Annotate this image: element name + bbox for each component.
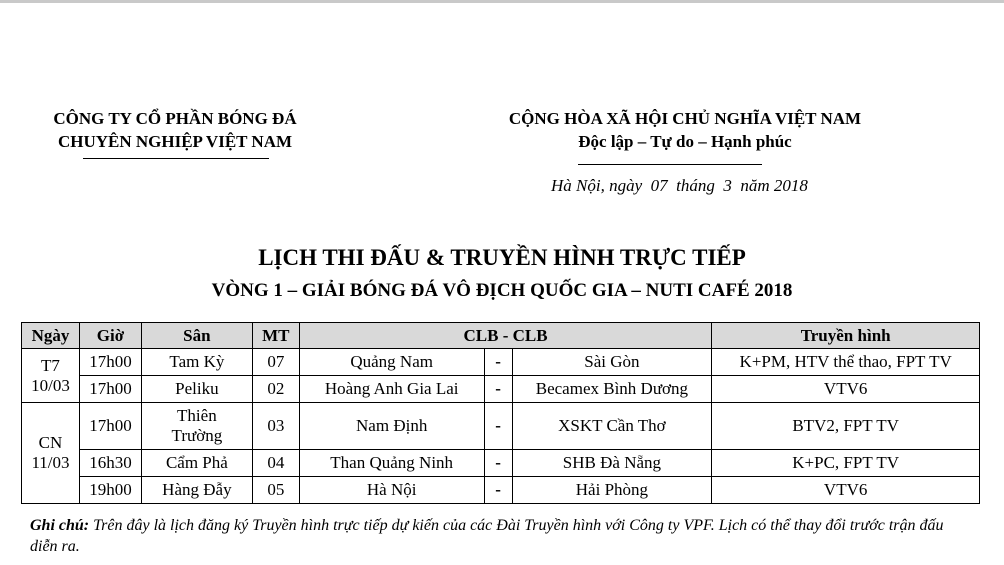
national-title: CỘNG HÒA XÃ HỘI CHỦ NGHĨA VIỆT NAM xyxy=(508,109,862,128)
header-match-no: MT xyxy=(252,323,299,349)
tv-cell: BTV2, FPT TV xyxy=(712,403,980,450)
match-no-cell: 03 xyxy=(252,403,299,450)
footnote-label: Ghi chú: xyxy=(30,517,90,534)
separator-cell: - xyxy=(484,403,512,450)
away-club-cell: SHB Đà Nẵng xyxy=(512,450,712,477)
table-row xyxy=(22,450,980,477)
home-club-cell: Than Quảng Ninh xyxy=(299,450,484,477)
header-time: Giờ xyxy=(79,323,141,349)
national-motto: Độc lập – Tự do – Hạnh phúc xyxy=(578,132,792,151)
time-cell: 19h00 xyxy=(79,477,141,504)
stadium-cell xyxy=(141,403,252,450)
away-club-cell: Hải Phòng xyxy=(512,477,712,504)
home-club-cell: Hà Nội xyxy=(299,477,484,504)
tv-cell: K+PC, FPT TV xyxy=(712,450,980,477)
match-no-cell: 05 xyxy=(252,477,299,504)
day-cell xyxy=(22,403,80,504)
page-top-border xyxy=(0,0,1004,3)
national-header xyxy=(480,107,890,153)
separator-cell: - xyxy=(484,349,512,376)
day-date: 10/03 xyxy=(31,375,70,395)
company-underline xyxy=(83,158,269,159)
company-name-line1: CÔNG TY CỔ PHẦN BÓNG ĐÁ xyxy=(53,109,297,128)
table-row xyxy=(22,403,980,450)
motto-underline xyxy=(578,164,762,165)
company-header xyxy=(40,107,310,153)
table-row xyxy=(22,376,980,403)
day-name: CN xyxy=(38,433,63,452)
header-clubs: CLB - CLB xyxy=(299,323,712,349)
tv-cell: K+PM, HTV thể thao, FPT TV xyxy=(712,349,980,376)
header-day: Ngày xyxy=(22,323,80,349)
document-title: LỊCH THI ĐẤU & TRUYỀN HÌNH TRỰC TIẾP xyxy=(258,245,746,270)
footnote-text: Trên đây là lịch đăng ký Truyền hình trực tiếp dự kiến của các Đài Truyền hình với Công ty VPF. Lịch có thể thay đổi trước trận đấu diễn ra. xyxy=(30,517,944,555)
away-club-cell: Sài Gòn xyxy=(512,349,712,376)
time-cell: 17h00 xyxy=(79,403,141,450)
match-no-cell: 07 xyxy=(252,349,299,376)
separator-cell: - xyxy=(484,376,512,403)
time-cell: 17h00 xyxy=(79,349,141,376)
schedule-table xyxy=(21,322,980,504)
stadium-cell: Cẩm Phả xyxy=(141,450,252,477)
header-stadium: Sân xyxy=(141,323,252,349)
match-no-cell: 04 xyxy=(252,450,299,477)
stadium-name-line2: Trường xyxy=(171,426,223,445)
header-tv: Truyền hình xyxy=(712,323,980,349)
document-date: Hà Nội, ngày 07 tháng 3 năm 2018 xyxy=(551,176,808,195)
table-row xyxy=(22,477,980,504)
day-name: T7 xyxy=(41,355,60,375)
away-club-cell: Becamex Bình Dương xyxy=(512,376,712,403)
separator-cell: - xyxy=(484,477,512,504)
home-club-cell: Quảng Nam xyxy=(299,349,484,376)
day-date: 11/03 xyxy=(31,453,70,472)
home-club-cell: Nam Định xyxy=(299,403,484,450)
tv-cell: VTV6 xyxy=(712,477,980,504)
table-row xyxy=(22,349,980,376)
footnote xyxy=(30,515,970,557)
stadium-cell: Tam Kỳ xyxy=(141,349,252,376)
match-no-cell: 02 xyxy=(252,376,299,403)
time-cell: 17h00 xyxy=(79,376,141,403)
home-club-cell: Hoàng Anh Gia Lai xyxy=(299,376,484,403)
document-subtitle: VÒNG 1 – GIẢI BÓNG ĐÁ VÔ ĐỊCH QUỐC GIA – NUTI CAFÉ 2018 xyxy=(211,280,793,301)
time-cell: 16h30 xyxy=(79,450,141,477)
table-header-row xyxy=(22,323,980,349)
tv-cell: VTV6 xyxy=(712,376,980,403)
stadium-cell: Peliku xyxy=(141,376,252,403)
away-club-cell: XSKT Cần Thơ xyxy=(512,403,712,450)
stadium-cell: Hàng Đẫy xyxy=(141,477,252,504)
separator-cell: - xyxy=(484,450,512,477)
company-name-line2: CHUYÊN NGHIỆP VIỆT NAM xyxy=(57,132,293,151)
day-cell xyxy=(22,349,80,403)
stadium-name-line1: Thiên xyxy=(177,406,217,425)
